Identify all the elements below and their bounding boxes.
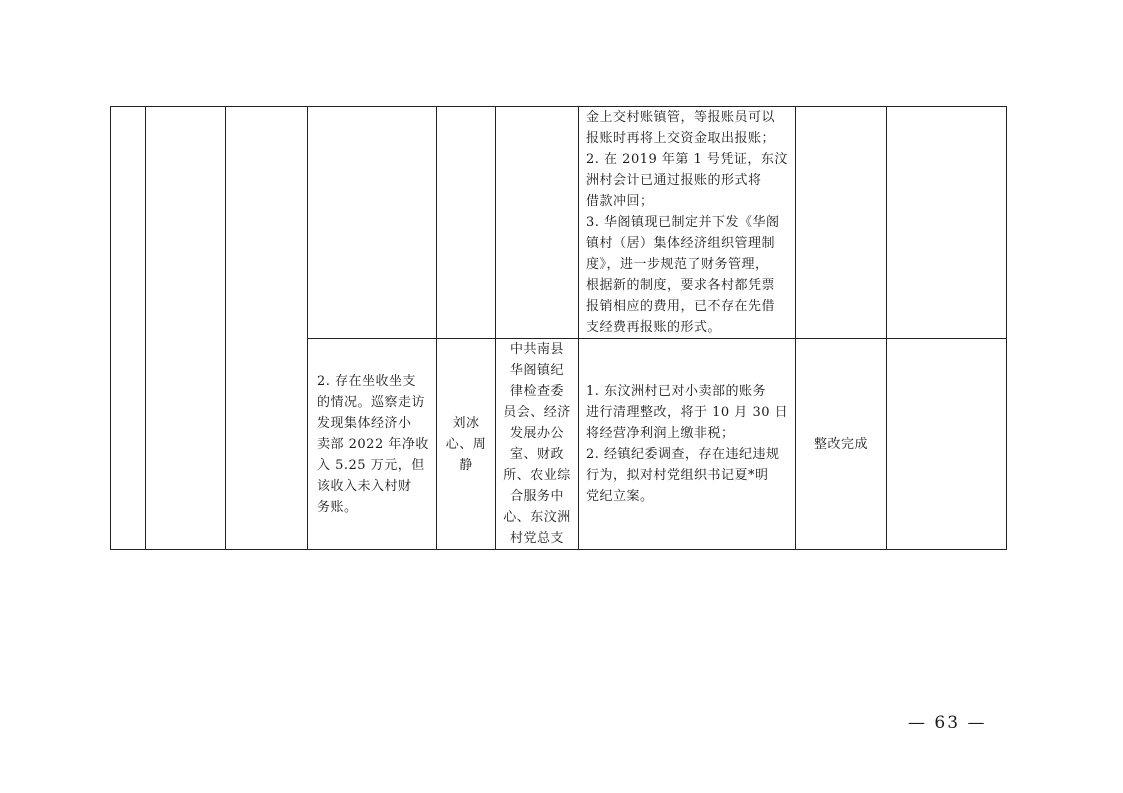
measures-text: 1. 东汶洲村已对小卖部的账务 进行清理整改，将于 10 月 30 日 将经营净利润上缴非税； 2. 经镇纪委调查，存在违纪违规 行为，拟对村党组织书记夏*明 党纪立案。	[586, 384, 789, 504]
measures-cell	[579, 339, 796, 550]
issue-cell	[308, 107, 437, 339]
subcategory-cell	[226, 107, 308, 550]
table-row	[111, 107, 1007, 339]
responsible-unit-text: 中共南县 华阁镇纪 律检查委 员会、经济 发展办公 室、财政 所、农业综 合服务中 心、东汶洲 村党总支	[503, 342, 571, 546]
rectification-table	[110, 106, 1007, 550]
responsible-unit-cell	[496, 107, 579, 339]
status-text: 整改完成	[813, 436, 868, 452]
measures-cell	[579, 107, 796, 339]
remarks-cell	[887, 339, 1007, 550]
status-cell	[796, 107, 887, 339]
category-cell	[146, 107, 226, 550]
issue-cell	[308, 339, 437, 550]
responsible-unit-cell	[496, 339, 579, 550]
responsible-person-cell	[437, 339, 496, 550]
issue-text: 2. 存在坐收坐支 的情况。巡察走访 发现集体经济小 卖部 2022 年净收 入 5.25 万元，但 该收入未入村财 务账。	[317, 373, 429, 515]
responsible-person-cell	[437, 107, 496, 339]
remarks-cell	[887, 107, 1007, 339]
measures-text: 金上交村账镇管，等报账员可以 报账时再将上交资金取出报账； 2. 在 2019 年第 1 号凭证，东汶 洲村会计已通过报账的形式将 借款冲回； 3. 华阁镇现已制定并下发《华阁 镇村（居）集体经济组织管理制 度》，进一步规范了财务管理， 根据新的制度，要求各村都凭票 报销相应的费用，已不存在先借 支经费再报账的形式。	[586, 110, 788, 335]
responsible-person-text: 刘冰 心、周 静	[445, 415, 487, 473]
status-cell	[796, 339, 887, 550]
index-cell	[111, 107, 146, 550]
page-number: — 63 —	[908, 713, 987, 733]
